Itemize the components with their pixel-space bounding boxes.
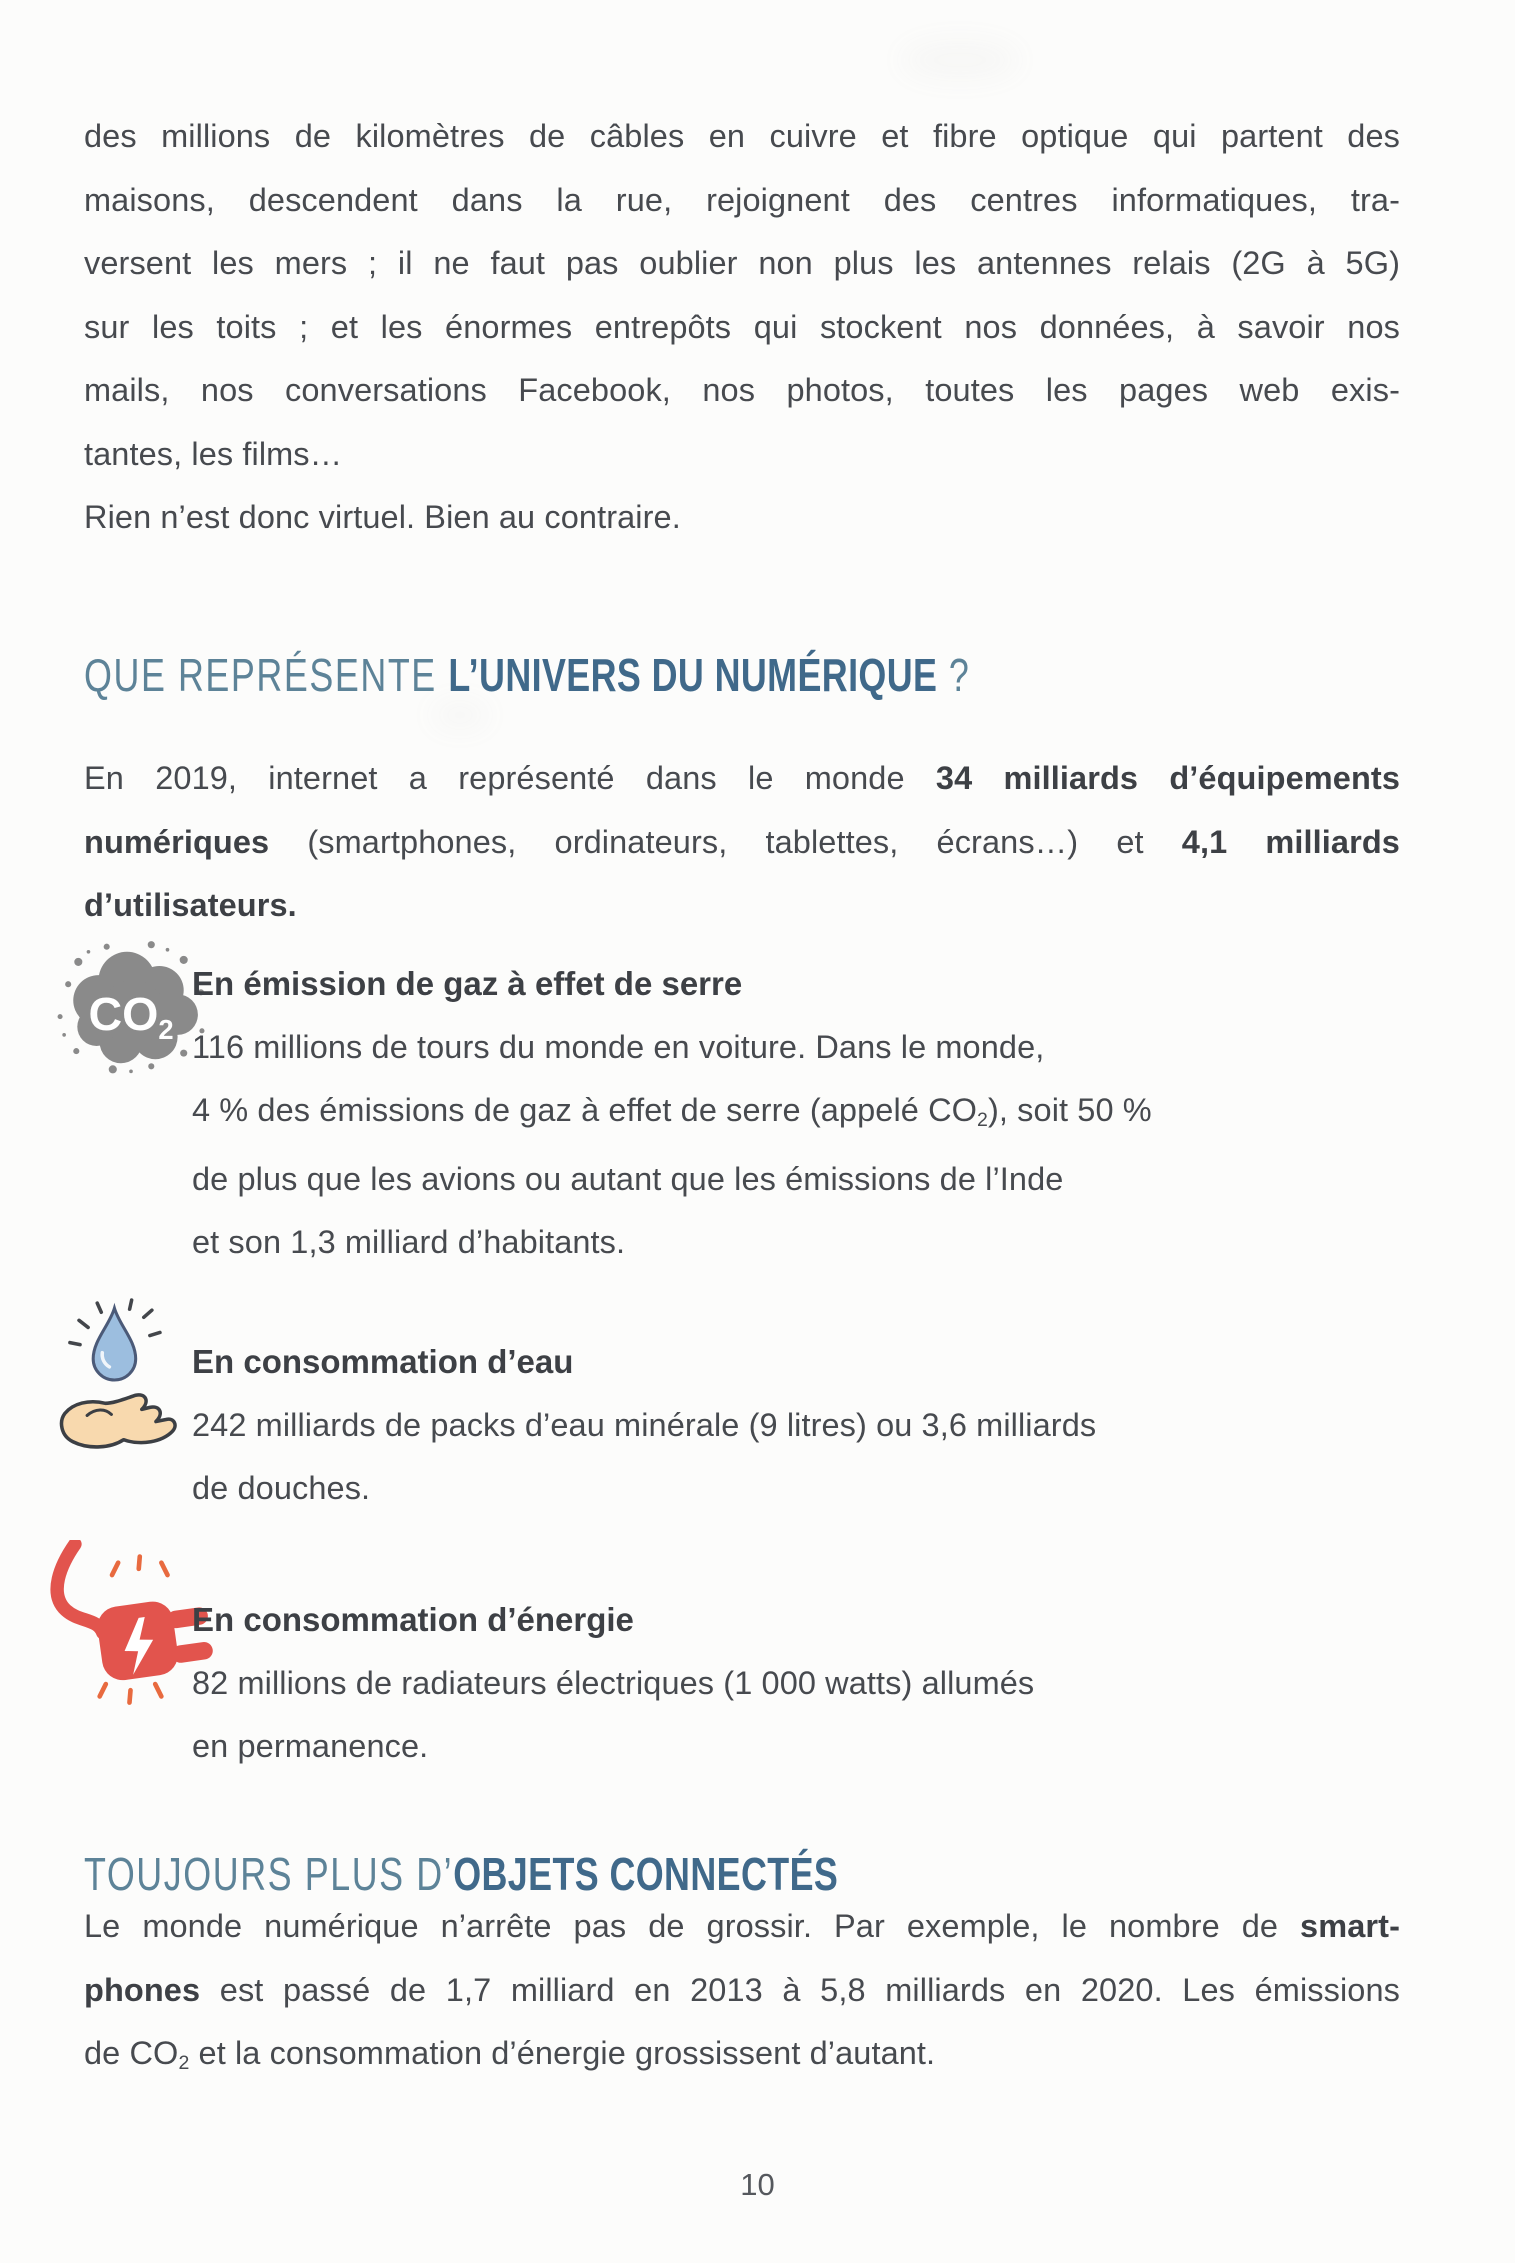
- section2-paragraph: [84, 1895, 1400, 2091]
- text-line: phones est passé de 1,7 milliard en 2013 à 5,8 milliards en 2020. Les émissions: [84, 1971, 1400, 2008]
- text-line: de plus que les avions ou autant que les émissions de l’Inde: [192, 1160, 1064, 1197]
- heading-light-part: TOUJOURS PLUS D’: [84, 1848, 454, 1900]
- impact-co2-block: [192, 952, 1402, 1275]
- impact-energy-body: [192, 1652, 1402, 1779]
- text-line: mails, nos conversations Facebook, nos photos, toutes les pages web exis-: [84, 372, 1400, 408]
- impact-water-body: [192, 1394, 1402, 1521]
- impact-water-title: En consommation d’eau: [192, 1343, 574, 1380]
- text-line: 116 millions de tours du monde en voiture. Dans le monde,: [192, 1028, 1045, 1065]
- impact-co2-title: En émission de gaz à effet de serre: [192, 965, 743, 1002]
- water-drop-hand-icon: [56, 1292, 184, 1462]
- text-line: des millions de kilomètres de câbles en cuivre et fibre optique qui partent des: [84, 118, 1400, 154]
- text-line: tantes, les films…: [84, 435, 343, 472]
- text-line: de CO2 et la consommation d’énergie grossissent d’autant.: [84, 2035, 936, 2075]
- heading-question-mark: ?: [937, 649, 971, 701]
- text-line: d’utilisateurs.: [84, 887, 297, 923]
- section1-paragraph: [84, 747, 1400, 938]
- text-line: En 2019, internet a représenté dans le monde 34 milliards d’équipements: [84, 760, 1400, 796]
- impact-co2-body: [192, 1016, 1402, 1275]
- scan-artifact: [900, 40, 1020, 80]
- text-line: 242 milliards de packs d’eau minérale (9 litres) ou 3,6 milliards: [192, 1406, 1097, 1443]
- text-line: de douches.: [192, 1470, 371, 1506]
- intro-paragraph: [84, 105, 1400, 550]
- text-line: Le monde numérique n’arrête pas de grossir. Par exemple, le nombre de smart-: [84, 1908, 1400, 1944]
- impact-energy-title: En consommation d’énergie: [192, 1601, 634, 1638]
- heading-bold-part: L’UNIVERS DU NUMÉRIQUE: [448, 649, 938, 701]
- text-line: 4 % des émissions de gaz à effet de serre (appelé CO2), soit 50 %: [192, 1092, 1152, 1132]
- text-line: en permanence.: [192, 1728, 429, 1764]
- section-heading-univers-numerique: [84, 645, 970, 705]
- text-line: sur les toits ; et les énormes entrepôts qui stockent nos données, à savoir nos: [84, 308, 1400, 345]
- text-line: et son 1,3 milliard d’habitants.: [192, 1224, 626, 1260]
- impact-energy-block: [192, 1588, 1402, 1779]
- svg-text:CO2: CO2: [88, 987, 174, 1045]
- text-line: versent les mers ; il ne faut pas oublier non plus les antennes relais (2G à 5G): [84, 245, 1400, 281]
- heading-light-part: QUE REPRÉSENTE: [84, 649, 449, 701]
- text-line: 82 millions de radiateurs électriques (1 000 watts) allumés: [192, 1664, 1035, 1701]
- text-line: Rien n’est donc virtuel. Bien au contraire.: [84, 499, 681, 535]
- co2-cloud-icon: [54, 936, 206, 1076]
- text-line: maisons, descendent dans la rue, rejoignent des centres informatiques, tra-: [84, 181, 1400, 218]
- text-line: numériques (smartphones, ordinateurs, tablettes, écrans…) et 4,1 milliards: [84, 823, 1400, 860]
- impact-water-block: [192, 1330, 1402, 1521]
- page-number: 10: [740, 2167, 775, 2202]
- heading-bold-part: OBJETS CONNECTÉS: [453, 1848, 839, 1900]
